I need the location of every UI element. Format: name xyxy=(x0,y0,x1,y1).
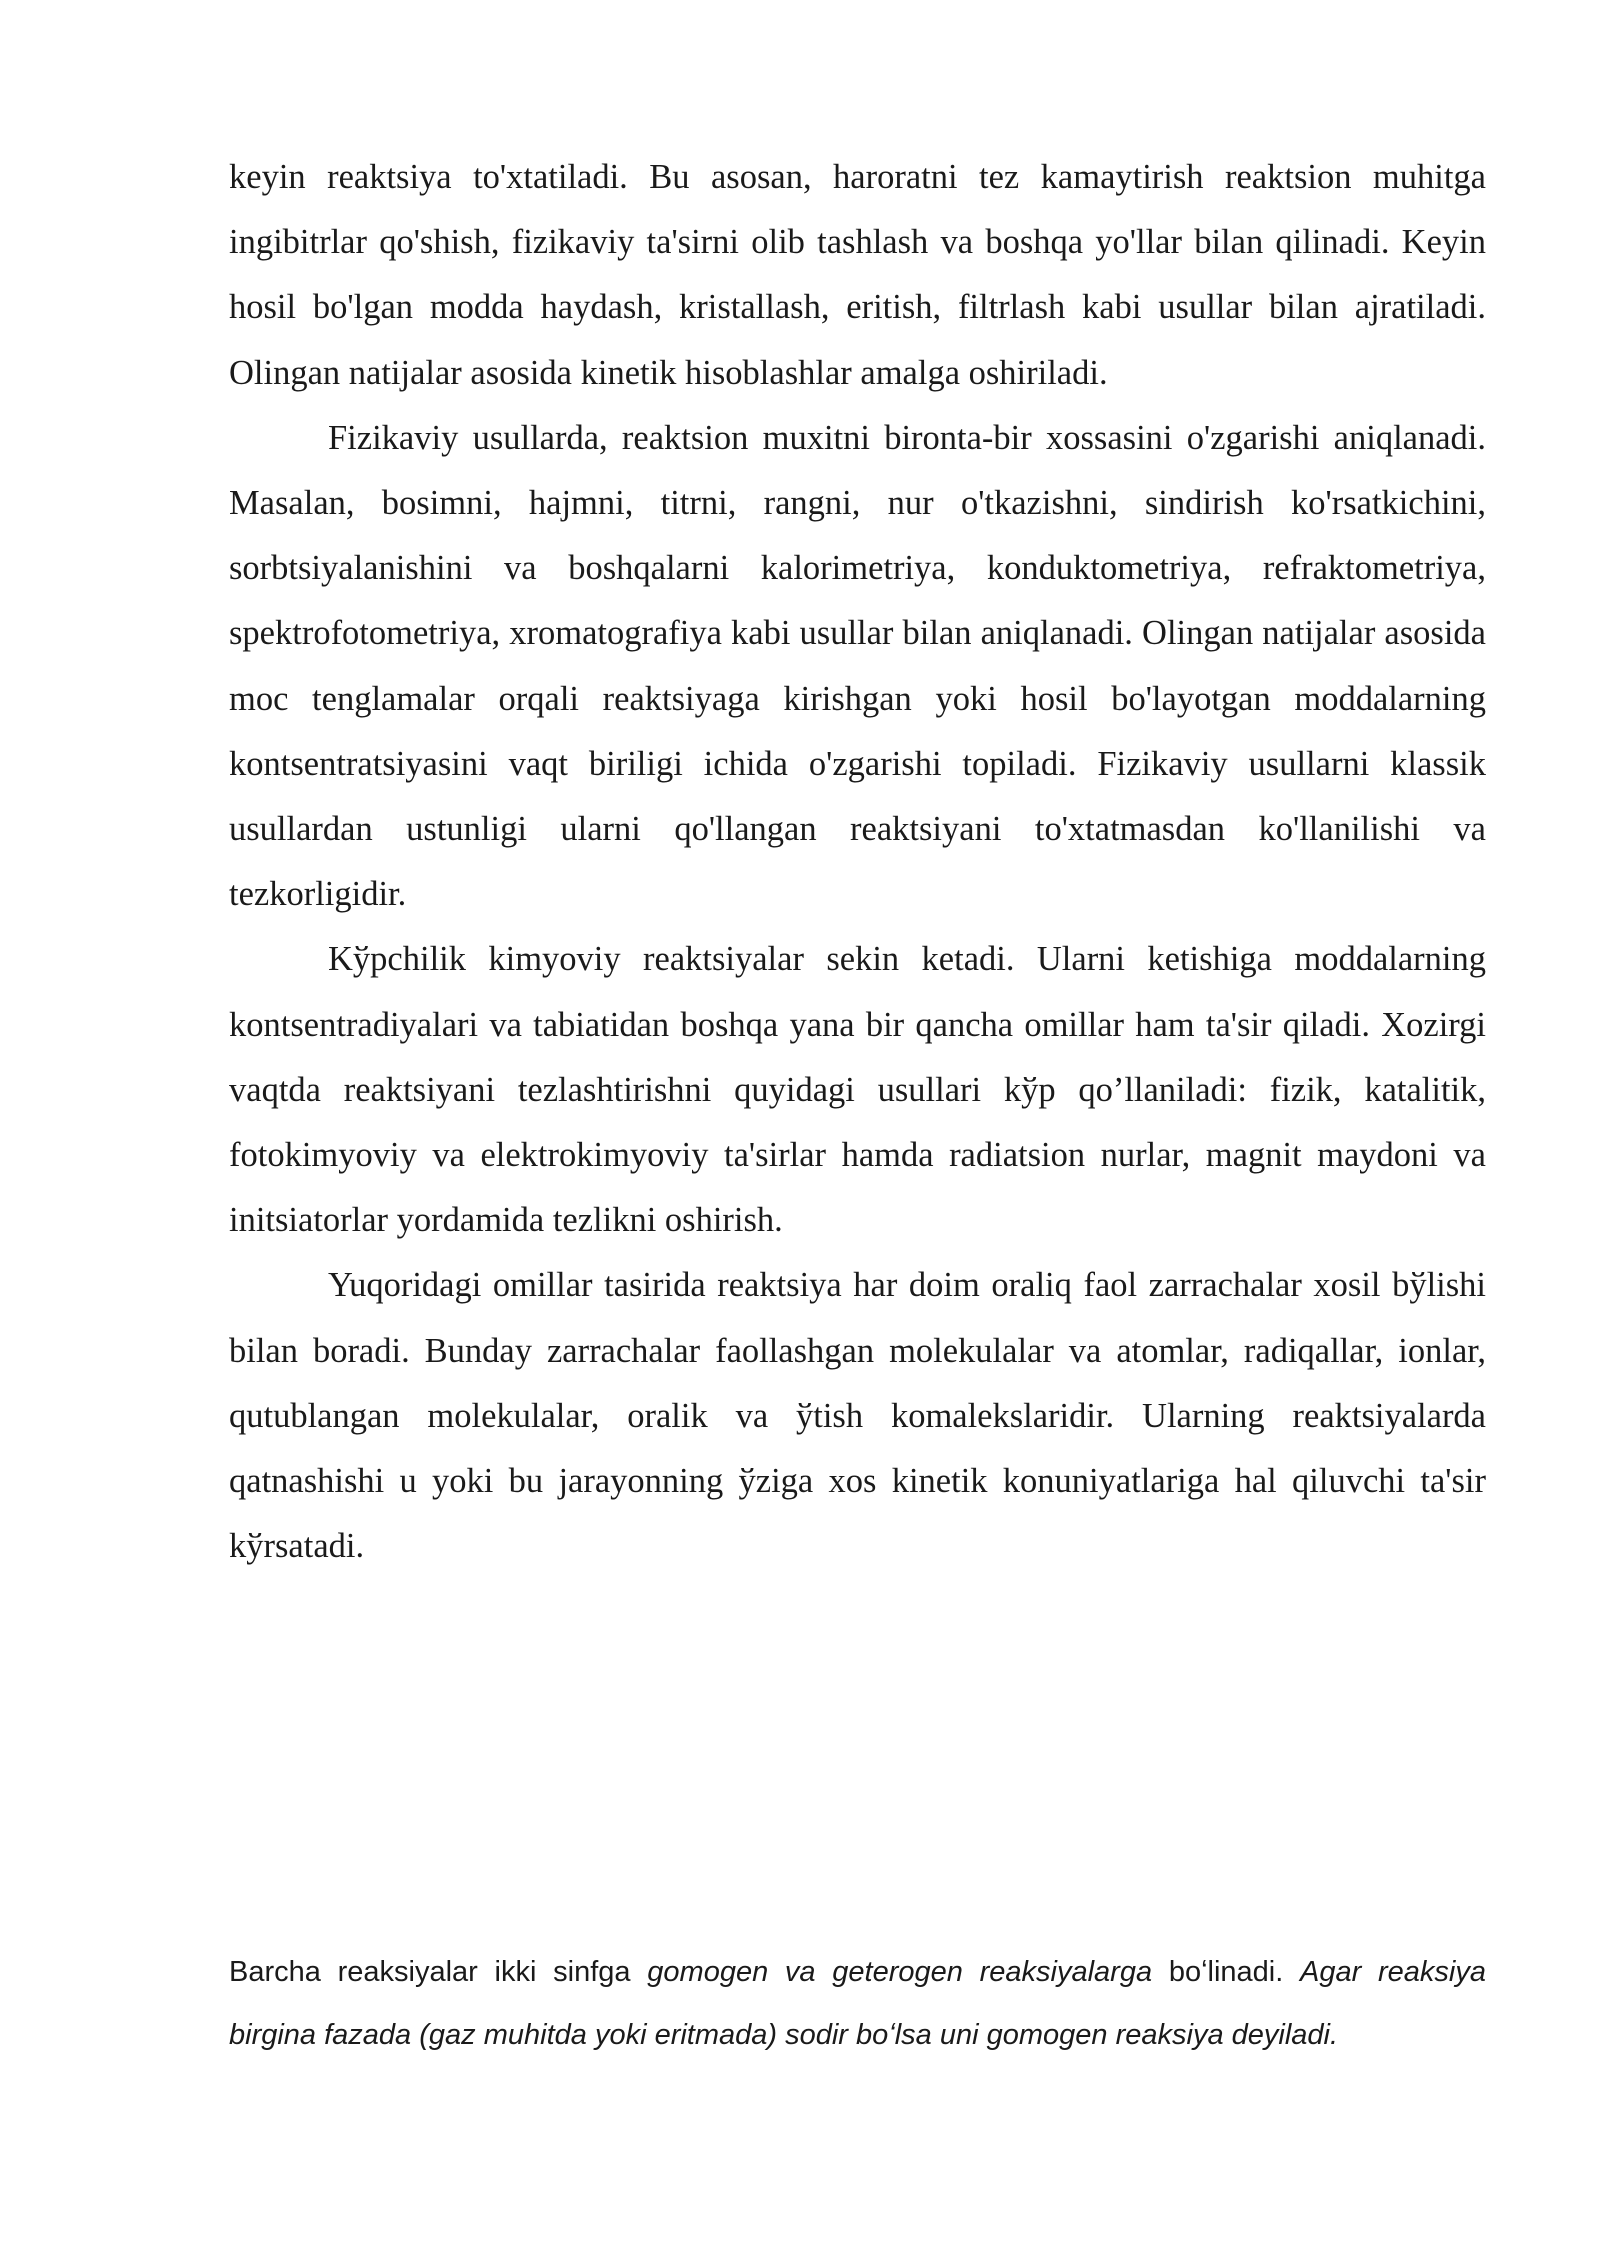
body-text xyxy=(229,145,1486,1579)
classification-text-3: boʻlinadi. xyxy=(1152,1956,1301,1988)
classification-paragraph xyxy=(229,1941,1486,2067)
reaction-classification-text xyxy=(229,1941,1486,2067)
classification-text-2: gomogen va geterogen reaksiyalarga xyxy=(647,1956,1153,1988)
classification-text-4: Agar reaksiya birgina fazada (gaz muhitda yoki eritmada) sodir boʻlsa uni gomogen reaksiya deyiladi. xyxy=(229,1956,1486,2051)
paragraph-2: Fizikaviy usullarda, reaktsion muxitni bironta-bir xossasini o'zgarishi aniqlanadi. Masalan, bosimni, hajmni, titrni, rangni, nur o'tkazishni, sindirish ko'rsatkichini, sorbtsiyalanishini va boshqalarni kalorimetriya, konduktometriya, refraktometriya, spektrofotometriya, xromatografiya kabi usullar bilan aniqlanadi. Olingan natijalar asosida moc tenglamalar orqali reaktsiyaga kirishgan yoki hosil bo'layotgan moddalarning kontsentratsiyasini vaqt biriligi ichida o'zgarishi topiladi. Fizikaviy usullarni klassik usullardan ustunligi ularni qo'llangan reaktsiyani to'xtatmasdan ko'llanilishi va tezkorligidir. xyxy=(229,418,1486,914)
classification-text-1: Barcha reaksiyalar ikki sinfga xyxy=(229,1956,648,1988)
paragraph-3: Kўpchilik kimyoviy reaktsiyalar sekin ketadi. Ularni ketishiga moddalarning kontsentradiyalari va tabiatidan boshqa yana bir qancha omillar ham ta'sir qiladi. Xozirgi vaqtda reaktsiyani tezlashtirishni quyidagi usullari kўp qo’llaniladi: fizik, katalitik, fotokimyoviy va elektrokimyoviy ta'sirlar hamda radiatsion nurlar, magnit maydoni va initsiatorlar yordamida tezlikni oshirish. xyxy=(229,940,1486,1240)
paragraph-4: Yuqoridagi omillar tasirida reaktsiya har doim oraliq faol zarrachalar xosil bўlishi bilan boradi. Bunday zarrachalar faollashgan molekulalar va atomlar, radiqallar, ionlar, qutublangan molekulalar, oralik va ўtish komalekslaridir. Ularning reaktsiyalarda qatnashishi u yoki bu jarayonning ўziga xos kinetik konuniyatlariga hal qiluvchi ta'sir kўrsatadi. xyxy=(229,1266,1486,1566)
paragraph-1: keyin reaktsiya to'xtatiladi. Bu asosan, haroratni tez kamaytirish reaktsion muhitga ingibitrlar qo'shish, fizikaviy ta'sirni olib tashlash va boshqa yo'llar bilan qilinadi. Keyin hosil bo'lgan modda haydash, kristallash, eritish, filtrlash kabi usullar bilan ajratiladi. Olingan natijalar asosida kinetik hisoblashlar amalga oshiriladi. xyxy=(229,158,1486,392)
